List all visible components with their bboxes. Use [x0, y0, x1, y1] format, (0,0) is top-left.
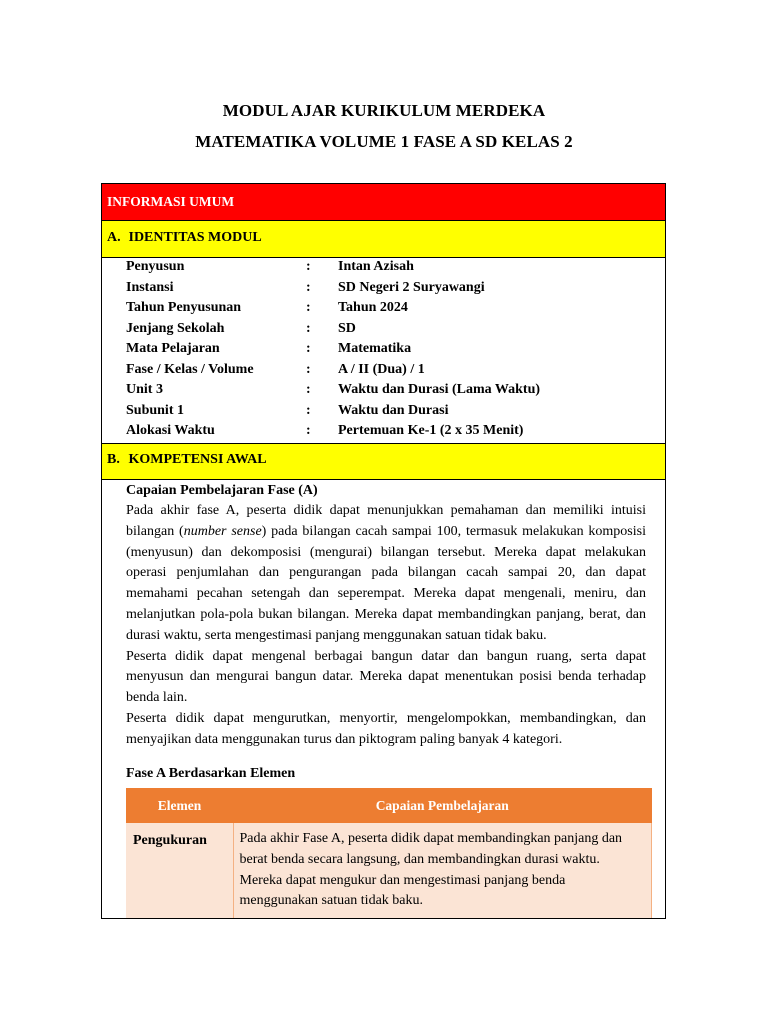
- identitas-value: SD Negeri 2 Suryawangi: [338, 279, 485, 295]
- elemen-cell: Pengukuran: [126, 823, 233, 919]
- elemen-table: [126, 788, 652, 919]
- identitas-sep: :: [306, 259, 311, 274]
- section-a-header: [102, 221, 665, 258]
- document-title-line1: MODUL AJAR KURIKULUM MERDEKA: [222, 101, 546, 120]
- document-title-line2: MATEMATIKA VOLUME 1 FASE A SD KELAS 2: [195, 132, 573, 151]
- capaian-paragraph-2: Peserta didik dapat mengenal berbagai bangun datar dan bangun ruang, serta dapat menyusun dan mengurai bangun datar. Mereka dapat menentukan posisi benda terhadap benda lain.: [126, 648, 646, 706]
- elemen-column-header: Elemen: [126, 788, 233, 823]
- identitas-key: Penyusun: [126, 259, 185, 274]
- capaian-cell: Pada akhir Fase A, peserta didik dapat membandingkan panjang dan berat benda secara langsung, dan membandingkan durasi waktu. Mereka dapat mengukur dan mengestimasi panjang benda menggunakan satuan tidak baku.: [233, 823, 652, 919]
- identitas-row-tahun: [102, 300, 665, 320]
- identitas-key: Instansi: [126, 279, 174, 295]
- section-a-letter: A.: [107, 230, 121, 245]
- capaian-heading: Capaian Pembelajaran Fase (A): [126, 483, 318, 498]
- identitas-value: Waktu dan Durasi: [338, 402, 449, 418]
- capaian-paragraph-3: Peserta didik dapat mengurutkan, menyortir, mengelompokkan, membandingkan, dan menyajikan data menggunakan turus dan piktogram paling banyak 4 kategori.: [126, 710, 646, 747]
- identitas-key: Jenjang Sekolah: [126, 320, 225, 336]
- identitas-sep: :: [306, 361, 311, 377]
- section-a-title: IDENTITAS MODUL: [128, 230, 262, 245]
- identitas-sep: :: [306, 300, 311, 315]
- identitas-key: Fase / Kelas / Volume: [126, 361, 254, 377]
- identitas-value: Pertemuan Ke-1 (2 x 35 Menit): [338, 423, 524, 438]
- capaian-p1-text: Pada akhir fase A, peserta didik dapat menunjukkan pemahaman dan memiliki intuisi bilangan (: [126, 503, 646, 539]
- section-b-letter: B.: [107, 452, 120, 467]
- identitas-key: Mata Pelajaran: [126, 341, 220, 356]
- identitas-key: Unit 3: [126, 382, 163, 397]
- identitas-key: Subunit 1: [126, 402, 184, 418]
- fase-elemen-heading: Fase A Berdasarkan Elemen: [126, 766, 296, 781]
- identitas-row-subunit: [102, 403, 665, 423]
- identitas-row-alokasi: [102, 423, 665, 443]
- identitas-key: Alokasi Waktu: [126, 423, 215, 438]
- identitas-sep: :: [306, 382, 311, 397]
- identitas-value: SD: [338, 320, 356, 336]
- identitas-sep: :: [306, 423, 311, 438]
- kompetensi-awal-content: [126, 481, 646, 781]
- section-b-header: [102, 443, 665, 480]
- identitas-sep: :: [306, 279, 311, 295]
- identitas-value: A / II (Dua) / 1: [338, 361, 425, 377]
- capaian-column-header: Capaian Pembelajaran: [233, 788, 652, 823]
- informasi-umum-header: INFORMASI UMUM: [102, 184, 665, 221]
- identitas-sep: :: [306, 320, 311, 336]
- identitas-row-unit: [102, 382, 665, 402]
- identitas-row-fase: [102, 362, 665, 382]
- identitas-value: Matematika: [338, 341, 412, 356]
- identitas-key: Tahun Penyusunan: [126, 300, 242, 315]
- capaian-p1-italic: number sense: [183, 523, 262, 539]
- identitas-row-penyusun: [102, 259, 665, 279]
- table-row: [126, 823, 652, 919]
- identitas-sep: :: [306, 341, 311, 356]
- identitas-row-jenjang: [102, 321, 665, 341]
- identitas-row-mapel: [102, 341, 665, 361]
- capaian-p1-text-after: ) pada bilangan cacah sampai 100, termasuk melakukan komposisi (menyusun) dan dekomposisi (mengurai) bilangan tersebut. Mereka dapat melakukan operasi penjumlahan dan pengurangan pada bilangan cacah sampai 20, dan dapat memahami pecahan setengah dan seperempat. Mereka dapat mengenali, meniru, dan melanjutkan pola-pola bukan bilangan. Mereka dapat membandingkan panjang, berat, dan durasi waktu, serta mengestimasi panjang menggunakan satuan tidak baku.: [126, 523, 646, 643]
- identitas-row-instansi: [102, 280, 665, 300]
- section-b-title: KOMPETENSI AWAL: [128, 452, 267, 467]
- capaian-paragraph-1: [126, 501, 646, 647]
- identitas-value: Waktu dan Durasi (Lama Waktu): [338, 382, 541, 397]
- identitas-value: Tahun 2024: [338, 300, 408, 315]
- identitas-sep: :: [306, 402, 311, 418]
- identitas-value: Intan Azisah: [338, 259, 414, 274]
- module-info-frame: [101, 183, 666, 919]
